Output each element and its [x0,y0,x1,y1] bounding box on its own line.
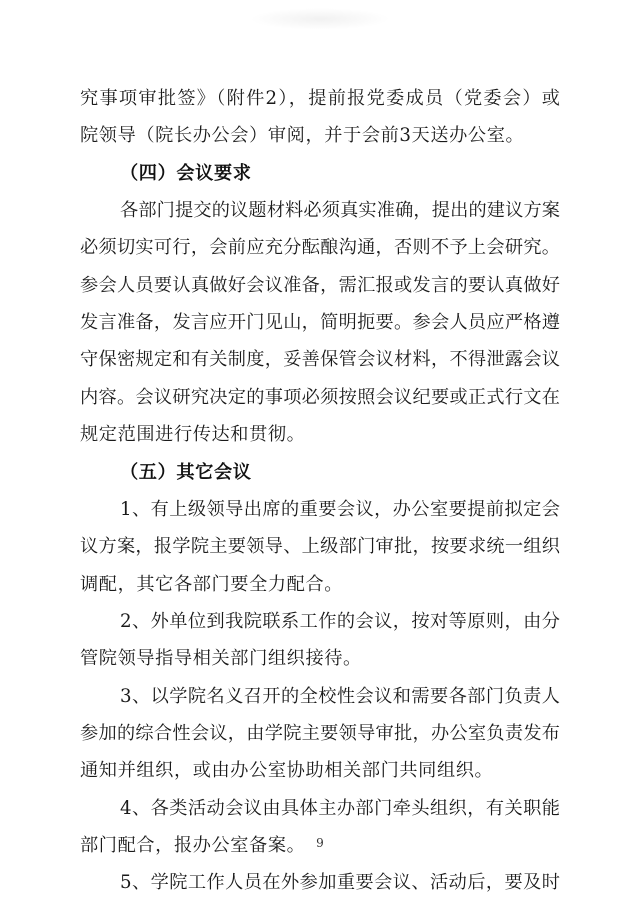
text-line: 部门配合，报办公室备案。 [80,835,306,856]
text-line: 参加的综合性会议，由学院主要领导审批，办公室负责发布 [80,722,561,744]
text-line: 管院领导指导相关部门组织接待。 [80,648,362,670]
text-line: 发言准备，发言应开门见山，简明扼要。参会人员应严格遵 [80,312,561,334]
text-line: 必须切实可行，会前应充分酝酿沟通，否则不予上会研究。 [80,237,561,259]
text-line: 院领导（院长办公会）审阅，并于会前3天送办公室。 [80,125,525,147]
text-line: 议方案，报学院主要领导、上级部门审批，按要求统一组织 [80,536,561,558]
text-line: 守保密规定和有关制度，妥善保管会议材料，不得泄露会议 [80,349,561,371]
text-line: 规定范围进行传达和贯彻。 [80,424,306,446]
text-line: 各部门提交的议题材料必须真实准确，提出的建议方案 [120,200,561,222]
list-item-3: 3、以学院名义召开的全校性会议和需要各部门负责人 [120,685,561,707]
text-line: 通知并组织，或由办公室协助相关部门共同组织。 [80,760,494,782]
text-line: 究事项审批签》（附件2），提前报党委成员（党委会）或 [80,88,562,109]
list-item-2: 2、外单位到我院联系工作的会议，按对等原则，由分 [120,610,561,632]
text-line: 参会人员要认真做好会议准备，需汇报或发言的要认真做好 [80,274,561,296]
list-item-4: 4、各类活动会议由具体主办部门牵头组织，有关职能 [120,797,561,819]
list-item-1: 1、有上级领导出席的重要会议，办公室要提前拟定会 [120,498,561,520]
list-item-5: 5、学院工作人员在外参加重要会议、活动后，要及时 [120,872,561,894]
text-line: 调配，其它各部门要全力配合。 [80,573,344,595]
section-heading-4: （四）会议要求 [120,162,252,184]
header-scan-mark [250,8,390,30]
section-heading-5: （五）其它会议 [120,461,252,483]
page-number: 9 [316,836,324,850]
text-line: 内容。会议研究决定的事项必须按照会议纪要或正式行文在 [80,386,561,408]
